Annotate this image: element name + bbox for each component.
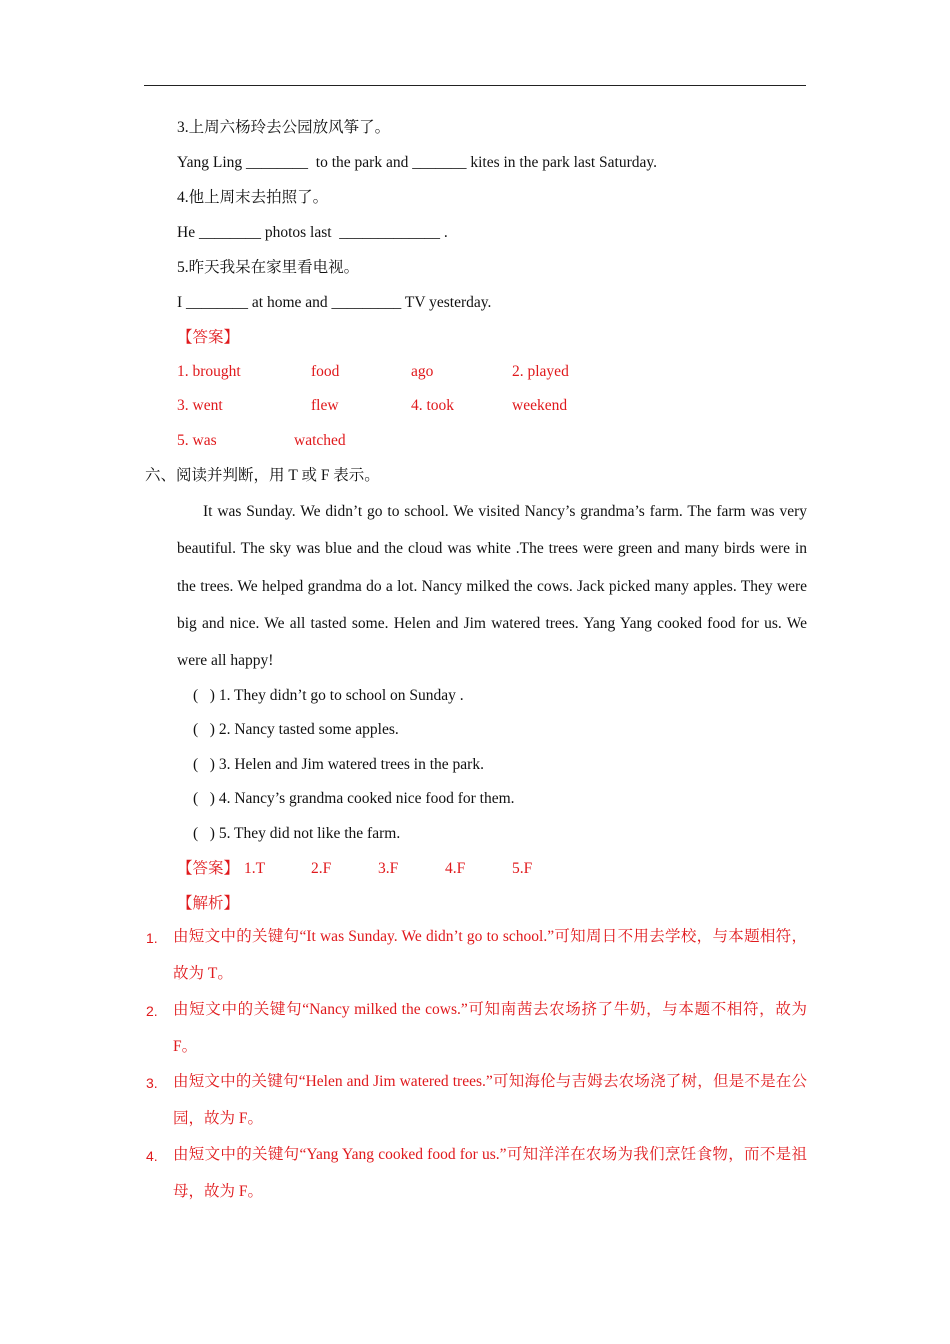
explanation-text: 由短文中的关键句“Helen and Jim watered trees.”可知海伦与吉姆去农场浇了树，但是不是在公园，故为 F。 [173,1073,807,1127]
question-4: ( ) 4. Nancy’s grandma cooked nice food for them. [193,790,515,807]
answer-cell: 2. played [512,363,569,380]
section-6-answer-label: 【答案】 [177,860,240,877]
answer-label: 【答案】 [177,329,240,346]
section-6-heading: 六、阅读并判断，用 T 或 F 表示。 [145,467,380,484]
answer-cell: 5. was [177,432,217,449]
tf-answer: 3.F [378,860,399,877]
item-5-chinese: 5.昨天我呆在家里看电视。 [177,259,360,276]
tf-answer: 2.F [311,860,332,877]
explanation-number: 3. [146,1075,158,1091]
tf-answer: 1.T [244,860,266,877]
explanation-text: 由短文中的关键句“Nancy milked the cows.”可知南茜去农场挤了牛奶，与本题不相符，故为 F。 [173,1001,807,1055]
reading-passage: It was Sunday. We didn’t go to school. We visited Nancy’s grandma’s farm. The farm was very beautiful. The sky was blue and the cloud was white .The trees were green and many birds were in the trees. We helped grandma do a lot. Nancy milked the cows. Jack picked many apples. They were big and nice. We all tasted some. Helen and Jim watered trees. Yang Yang cooked food for us. We were all happy! [177,503,807,670]
answer-cell: ago [411,363,434,380]
answer-cell: flew [311,397,339,414]
tf-answer: 4.F [445,860,466,877]
explanation-number: 4. [146,1148,158,1164]
answer-cell: watched [294,432,346,449]
question-2: ( ) 2. Nancy tasted some apples. [193,721,399,738]
question-5: ( ) 5. They did not like the farm. [193,825,401,842]
item-5-english: I ________ at home and _________ TV yesterday. [177,294,492,311]
analysis-label: 【解析】 [177,895,240,912]
explanation-number: 2. [146,1003,158,1019]
header-rule [144,85,806,86]
item-3-chinese: 3.上周六杨玲去公园放风筝了。 [177,119,391,136]
question-3: ( ) 3. Helen and Jim watered trees in the park. [193,756,484,773]
explanation-number: 1. [146,930,158,946]
item-4-english: He ________ photos last _____________ . [177,224,448,241]
item-3-english: Yang Ling ________ to the park and _______ kites in the park last Saturday. [177,154,658,171]
question-1: ( ) 1. They didn’t go to school on Sunday . [193,687,464,704]
explanation-text: 由短文中的关键句“Yang Yang cooked food for us.”可知洋洋在农场为我们烹饪食物，而不是祖母，故为 F。 [173,1146,807,1200]
answer-cell: food [311,363,340,380]
answer-cell: 4. took [411,397,455,414]
answer-cell: 1. brought [177,363,241,380]
tf-answer: 5.F [512,860,533,877]
answer-cell: 3. went [177,397,223,414]
explanation-text: 由短文中的关键句“It was Sunday. We didn’t go to school.”可知周日不用去学校，与本题相符，故为 T。 [173,928,807,982]
item-4-chinese: 4.他上周末去拍照了。 [177,189,329,206]
answer-cell: weekend [512,397,568,414]
